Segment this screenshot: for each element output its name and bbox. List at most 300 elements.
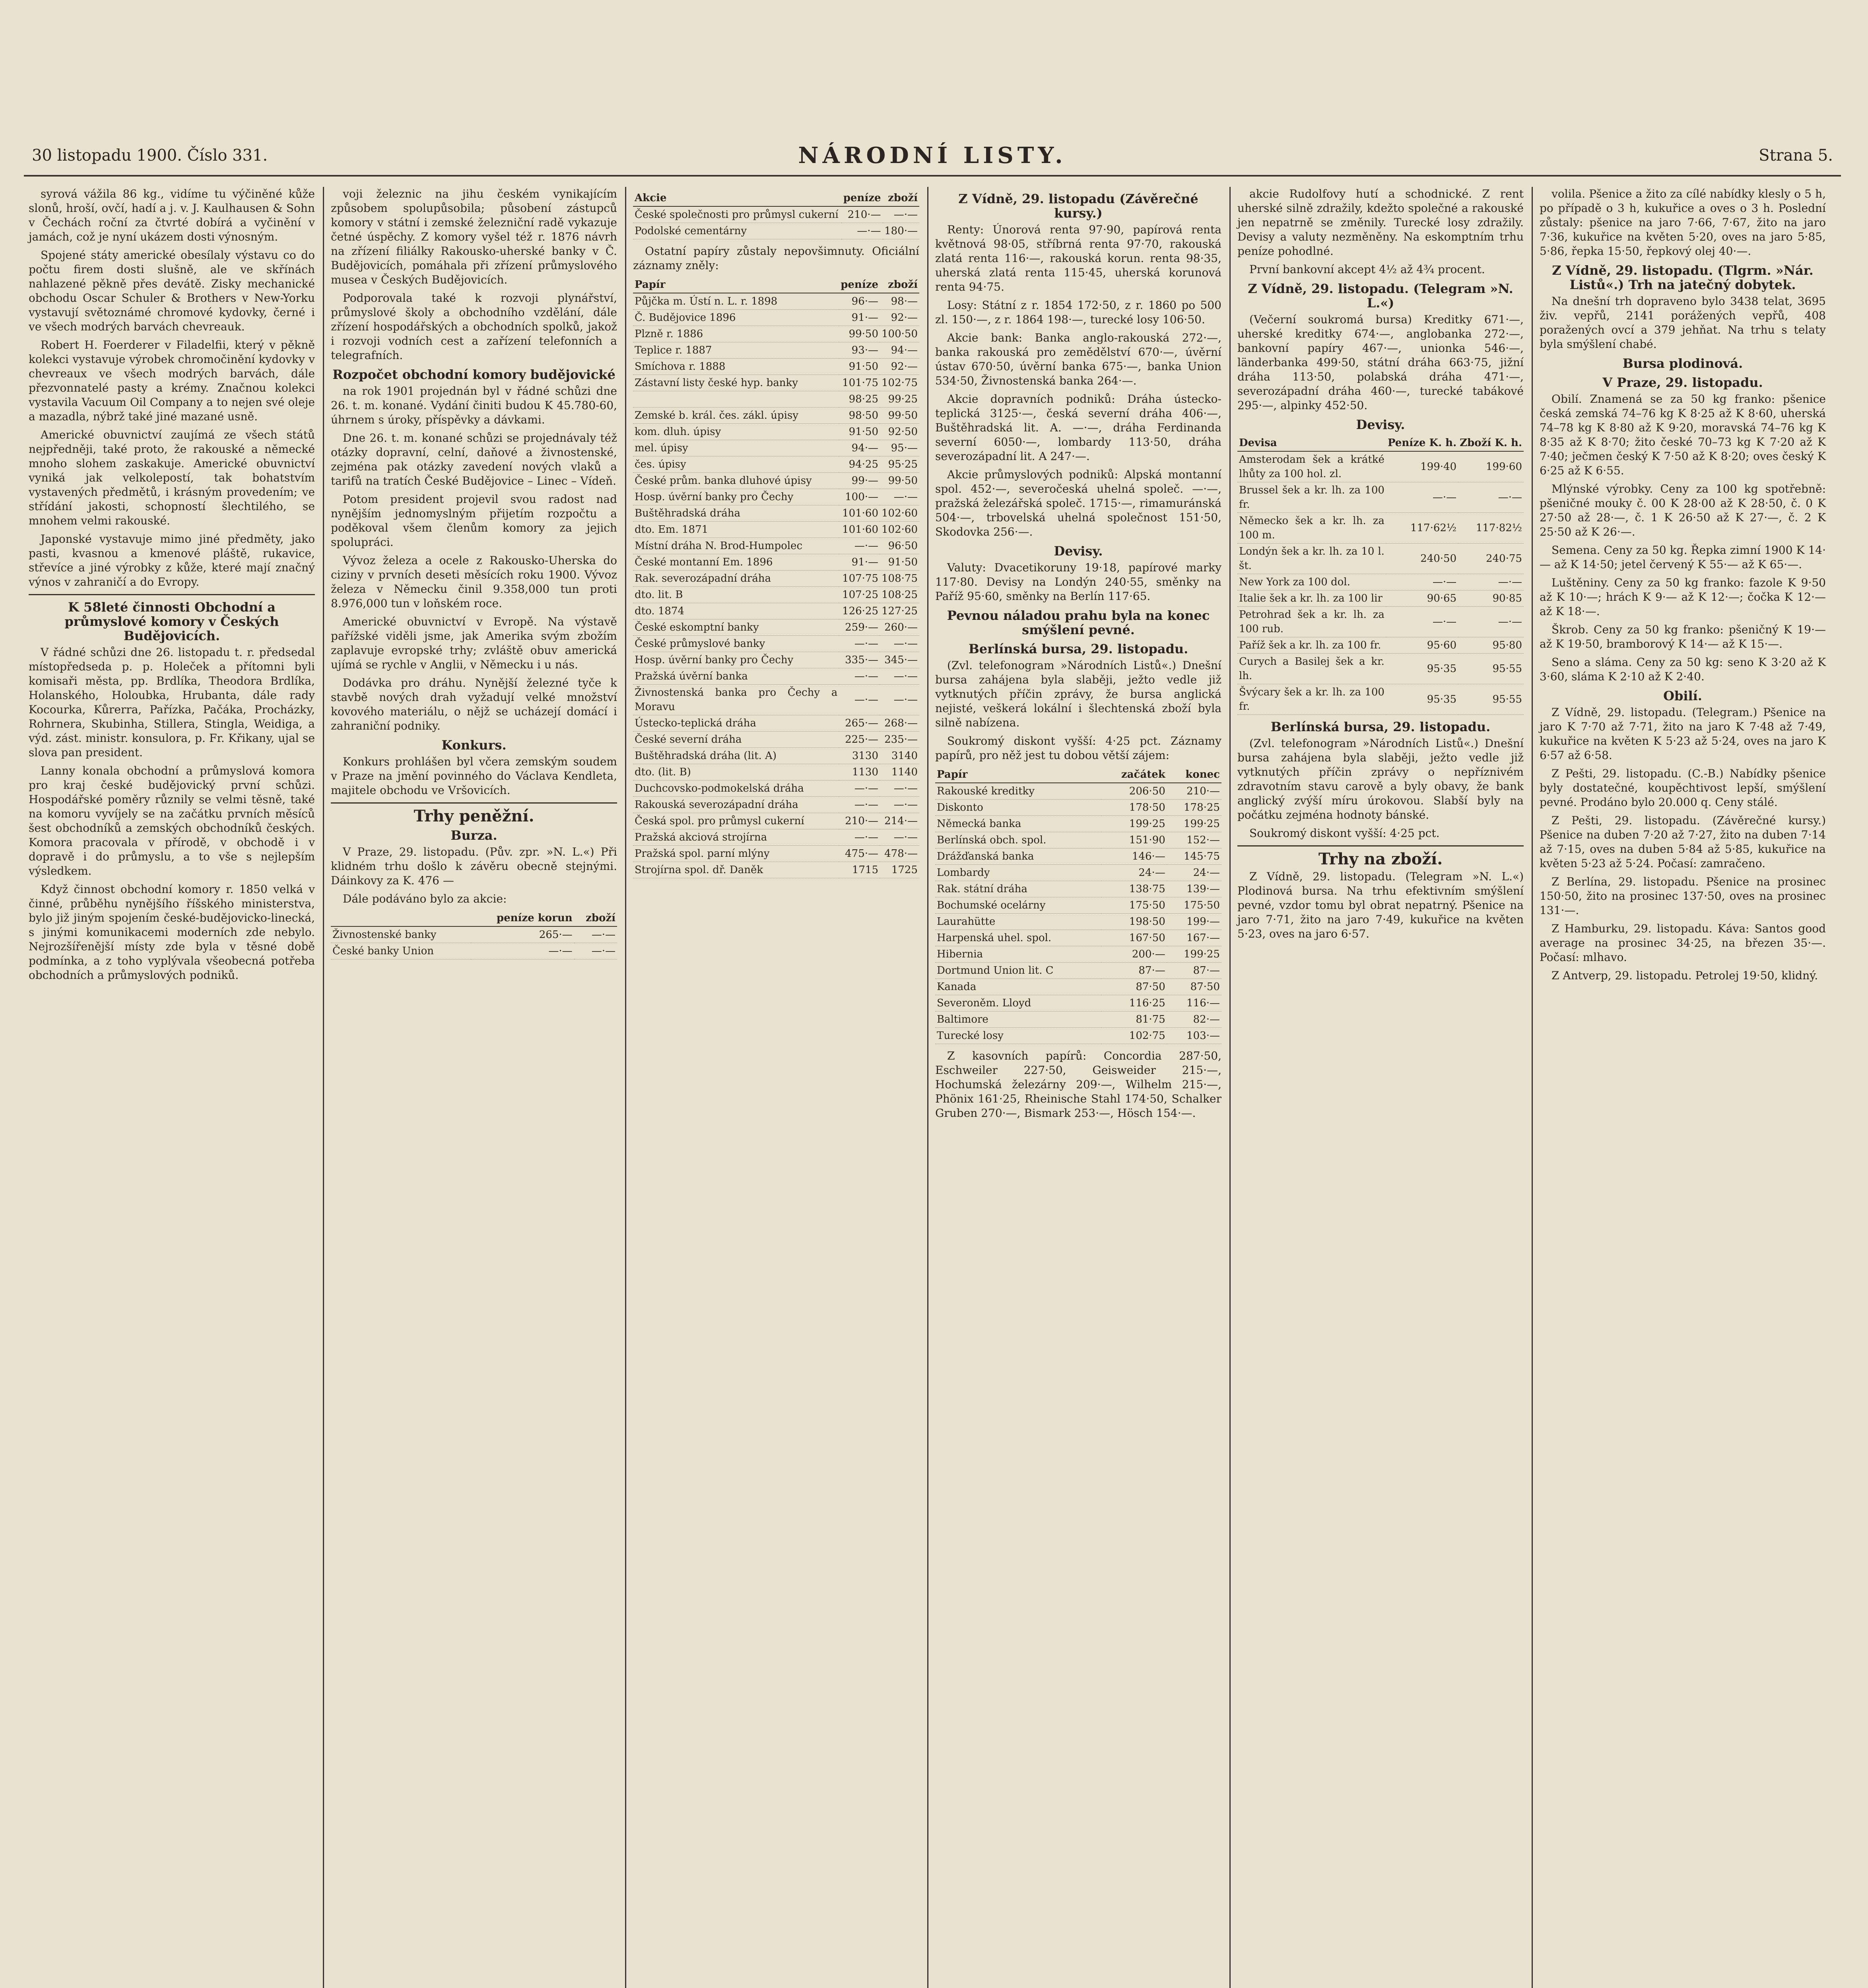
table-row bbox=[633, 636, 919, 652]
table-row bbox=[1237, 513, 1524, 544]
table-row bbox=[633, 846, 919, 862]
row-label: Dortmund Union lit. C bbox=[935, 963, 1101, 979]
row-value: —·— bbox=[880, 636, 919, 652]
row-label: Německá banka bbox=[935, 816, 1101, 832]
row-value: 102·60 bbox=[880, 522, 919, 538]
table-body bbox=[935, 783, 1221, 1044]
row-value: 95·25 bbox=[880, 456, 919, 473]
row-value: —·— bbox=[1458, 574, 1524, 590]
row-value: 206·50 bbox=[1101, 783, 1167, 800]
row-label: Duchcovsko-podmokelská dráha bbox=[633, 780, 839, 797]
row-value: 265·— bbox=[839, 715, 880, 732]
table-row bbox=[633, 780, 919, 797]
row-value: —·— bbox=[839, 685, 880, 715]
paragraph: Dne 26. t. m. konané schůzi se projednávaly též otázky dopravní, celní, daňové a živnostenské, zejména pak otázky zavedení nových vlaků a tarifů na tratích České Budějovice – Linec – Vídeň. bbox=[331, 431, 617, 487]
paragraph: Seno a sláma. Ceny za 50 kg: seno K 3·20 až K 3·60, sláma K 2·10 až K 2·40. bbox=[1540, 656, 1826, 683]
row-value: 167·— bbox=[1167, 930, 1221, 946]
row-label: Živnostenské banky bbox=[331, 926, 471, 943]
row-value: —·— bbox=[880, 668, 919, 685]
row-value: 1130 bbox=[839, 764, 880, 780]
paragraph: Valuty: Dvacetikoruny 19·18, papírové marky 117·80. Devisy na Londýn 240·55, směnky na Paříž 95·60, směnky na Berlín 117·65. bbox=[935, 561, 1221, 603]
article-heading: Z Vídně, 29. listopadu (Závěrečné kursy.) bbox=[958, 191, 1198, 221]
row-value: 116·25 bbox=[1101, 995, 1167, 1011]
row-value: 107·75 bbox=[839, 571, 880, 587]
section-heading: Konkurs. bbox=[441, 738, 507, 753]
row-label: Paříž šek a kr. lh. za 100 fr. bbox=[1237, 637, 1386, 654]
row-value: 95·80 bbox=[1458, 637, 1524, 654]
row-label: České eskomptní banky bbox=[633, 619, 839, 636]
row-value: 95·60 bbox=[1386, 637, 1458, 654]
table-row bbox=[633, 538, 919, 554]
table-row bbox=[935, 979, 1221, 995]
paragraph: Obilí. Znamená se za 50 kg franko: pšenice česká zemská 74–76 kg K 8·25 až K 8·60, uherská 74–78 kg K 8·80 až K 9·20, moravská 74–76 kg K 8·35 až K 8·70; žito české 70–73 kg K 7·20 až K 7·40; ječmen český K 7·50 až K 8·20; oves český K 6·25 až K 6·55. bbox=[1540, 392, 1826, 477]
row-value: 240·75 bbox=[1458, 544, 1524, 574]
section-heading: Bursa plodinová. bbox=[1622, 356, 1743, 371]
paragraph: Soukromý diskont vyšší: 4·25 pct. bbox=[1249, 827, 1440, 840]
devisy-table bbox=[1237, 435, 1524, 715]
row-value: 102·75 bbox=[880, 375, 919, 391]
row-value: 214·— bbox=[880, 813, 919, 829]
row-label bbox=[633, 391, 839, 408]
row-value: —·— bbox=[839, 538, 880, 554]
paragraph: Když činnost obchodní komory r. 1850 velká v činné, průběhu nynějšího říšského ministerstva, bylo již jiným spojením české-budějovicko-linecká, s jinými komunikacemi moderních zde nebylo. Nejrozšířenější místy zde byla v těsné době podmínka, a z toho vyplývala všeobecná potřeba obchodních a průmyslových podniků. bbox=[29, 883, 315, 982]
table-header: peníze korun bbox=[471, 910, 574, 926]
table-header: začátek bbox=[1101, 767, 1167, 783]
row-value: 102·60 bbox=[880, 505, 919, 522]
paragraph: Z Berlína, 29. listopadu. Pšenice na prosinec 150·50, žito na prosinec 137·50, oves na prosinec 131·—. bbox=[1540, 875, 1826, 917]
table-row bbox=[633, 813, 919, 829]
paragraph: Konkurs prohlášen byl včera zemským soudem v Praze na jmění povinného do Václava Kendleta, majitele obchodu ve Vršovicích. bbox=[331, 755, 617, 797]
section-title-commodity-markets: Trhy na zboží. bbox=[1318, 850, 1443, 868]
row-value: —·— bbox=[880, 489, 919, 505]
row-value: —·— bbox=[574, 943, 617, 959]
row-label: České banky Union bbox=[331, 943, 471, 959]
row-value: 200·— bbox=[1101, 946, 1167, 963]
table-row bbox=[633, 797, 919, 813]
table-row bbox=[935, 800, 1221, 816]
table-body bbox=[633, 293, 919, 878]
row-value: 101·60 bbox=[839, 522, 880, 538]
paragraph: Na dnešní trh dopraveno bylo 3438 telat, 3695 živ. vepřů, 2141 porážených vepřů, 408 poražených ovcí a 379 jehňat. Na trhu s telaty byla smýšlení chabé. bbox=[1540, 295, 1826, 351]
table-row bbox=[633, 424, 919, 440]
row-value: 101·75 bbox=[839, 375, 880, 391]
row-value: 175·50 bbox=[1101, 897, 1167, 914]
row-value: —·— bbox=[841, 223, 882, 239]
table-row bbox=[633, 571, 919, 587]
paragraph: Z Vídně, 29. listopadu. (Telegram.) Pšenice na jaro K 7·70 až 7·71, žito na jaro K 7·48 až 7·49, kukuřice na květen K 5·23 až 5·24, oves na jaro K 6·57 až 6·58. bbox=[1540, 706, 1826, 762]
row-value: 98·50 bbox=[839, 408, 880, 424]
row-value: 240·50 bbox=[1386, 544, 1458, 574]
row-value: —·— bbox=[1386, 574, 1458, 590]
quotes-table bbox=[331, 910, 617, 959]
table-row bbox=[633, 505, 919, 522]
row-value: 3140 bbox=[880, 748, 919, 764]
row-value: 475·— bbox=[839, 846, 880, 862]
table-row bbox=[1237, 574, 1524, 590]
section-heading: Devisy. bbox=[1356, 417, 1405, 432]
table-row bbox=[633, 206, 919, 223]
paragraph: Americké obuvnictví zaujímá ze všech států nejpředněji, také proto, že rakouské a německé mnoho slohem zaskakuje. Americké obuvnictví vyniká jak velkolepostí, tak bohatstvím vystavených předmětů, i krásným provedením; ve střídání jakosti, schopností šlechtilého, se mnohem velmi rakouské. bbox=[29, 428, 315, 527]
page-number: Strana 5. bbox=[1759, 146, 1833, 165]
table-row bbox=[633, 489, 919, 505]
row-value: —·— bbox=[1386, 482, 1458, 513]
table-row bbox=[1237, 637, 1524, 654]
article-heading: Berlínská bursa, 29. listopadu. bbox=[1270, 719, 1491, 734]
column-divider bbox=[927, 187, 928, 1988]
column-divider bbox=[1532, 187, 1533, 1988]
row-value: 99·50 bbox=[839, 326, 880, 342]
row-value: 1715 bbox=[839, 862, 880, 878]
row-label: Baltimore bbox=[935, 1011, 1101, 1028]
section-heading: Obilí. bbox=[1663, 688, 1702, 703]
row-value: 101·60 bbox=[839, 505, 880, 522]
table-row bbox=[935, 865, 1221, 881]
table-row bbox=[633, 293, 919, 310]
table-row bbox=[935, 1028, 1221, 1044]
paragraph: Akcie bank: Banka anglo-rakouská 272·—, banka rakouská pro zemědělství 670·—, úvěrní ústav 670·50, úvěrní banka 675·—, banka Union 534·50, Živnostenská banka 264·—. bbox=[935, 331, 1221, 387]
row-value: 95·55 bbox=[1458, 654, 1524, 684]
paragraph: Z Hamburku, 29. listopadu. Káva: Santos good average na prosinec 34·25, na březen 35·—. Počasí: mlhavo. bbox=[1540, 922, 1826, 964]
paragraph: Z Antverp, 29. listopadu. Petrolej 19·50, klidný. bbox=[1551, 969, 1818, 982]
table-row bbox=[633, 326, 919, 342]
article-heading: Rozpočet obchodní komory budějovické bbox=[332, 367, 616, 382]
paragraph: Losy: Státní z r. 1854 172·50, z r. 1860 po 500 zl. 150·—, z r. 1864 198·—, turecké losy 106·50. bbox=[935, 299, 1221, 326]
row-value: 91·50 bbox=[839, 424, 880, 440]
row-value: —·— bbox=[1386, 607, 1458, 637]
paragraph: (Zvl. telefonogram »Národních Listů«.) Dnešní bursa zahájena byla slaběji, ježto vedle již vytknutých příčin zprávy o nepříznivém zdravotním stavu carově a byly obavy, že bank anglický zvýší míru úrokovou. Slabší byly na počátku zejména hodnoty bánské. bbox=[1237, 737, 1524, 821]
column-3 bbox=[633, 187, 919, 1988]
section-heading: Burza. bbox=[450, 828, 497, 843]
row-label: dto. 1874 bbox=[633, 603, 839, 619]
table-row bbox=[935, 848, 1221, 865]
paragraph: Robert H. Foerderer v Filadelfii, který v pěkně kolekci vystavuje výrobek chromočinění kydovky v chevreaux ve všech modrých barvách, dále přezvonnatelé pasty a krémy. Značnou kolekci vystavila Vacuum Oil Company a to nejen své oleje a mazadla, nýbrž také jiné mazané usně. bbox=[29, 338, 315, 423]
table-row bbox=[935, 995, 1221, 1011]
paragraph: Akcie dopravních podniků: Dráha ústecko-teplická 3125·—, česká severní dráha 406·—, Buštěhradská lit. A. —·—, dráha Ferdinanda severní 6050·—, lombardy 113·50, dráha severozápadní lit. A 247·—. bbox=[935, 392, 1221, 463]
row-label: Severoněm. Lloyd bbox=[935, 995, 1101, 1011]
table-header: Papír bbox=[935, 767, 1101, 783]
table-row bbox=[935, 1011, 1221, 1028]
row-value: —·— bbox=[880, 829, 919, 846]
row-label: Bochumské ocelárny bbox=[935, 897, 1101, 914]
table-header: Papír bbox=[633, 277, 839, 293]
row-value: 100·50 bbox=[880, 326, 919, 342]
row-value: 24·— bbox=[1167, 865, 1221, 881]
row-value: 210·— bbox=[841, 206, 882, 223]
row-value: 478·— bbox=[880, 846, 919, 862]
row-label: Curych a Basilej šek a kr. lh. bbox=[1237, 654, 1386, 684]
row-value: 151·90 bbox=[1101, 832, 1167, 848]
row-value: 90·85 bbox=[1458, 590, 1524, 607]
row-value: 24·— bbox=[1101, 865, 1167, 881]
row-value: 180·— bbox=[883, 223, 919, 239]
table-row bbox=[935, 946, 1221, 963]
row-value: 91·— bbox=[839, 554, 880, 571]
paragraph: na rok 1901 projednán byl v řádné schůzi dne 26. t. m. konané. Vydání činiti budou K 45.780-60, úhrnem s úroky, příspěvky a dávkami. bbox=[331, 384, 617, 426]
row-value: 87·— bbox=[1101, 963, 1167, 979]
row-value: 1725 bbox=[880, 862, 919, 878]
row-value: 91·50 bbox=[880, 554, 919, 571]
article-heading: K 58leté činnosti Obchodní a průmyslové komory v Českých Budějovicích. bbox=[64, 600, 279, 643]
table-row bbox=[935, 816, 1221, 832]
paragraph: (Večerní soukromá bursa) Kreditky 671·—, uherské kreditky 674·—, anglobanka 272·—, bankovní papíry 467·—, unionka 546·—, länderbanka 499·50, státní dráha 663·75, jižní dráha 113·50, polabská dráha 471·—, severozápadní dráha 460·—, turecké tabákové 295·—, alpinky 452·50. bbox=[1237, 313, 1524, 412]
paragraph: (Zvl. telefonogram »Národních Listů«.) Dnešní bursa zahájena byla slaběji, ježto vedle již vytknutých příčin zprávy, že bursa anglická nejisté, veškerá lokální i šlechtenská zboží byla silně nabízena. bbox=[935, 659, 1221, 729]
row-label: Pražská spol. parní mlýny bbox=[633, 846, 839, 862]
row-label: Hosp. úvěrní banky pro Čechy bbox=[633, 489, 839, 505]
row-value: 199·60 bbox=[1458, 451, 1524, 482]
page-header bbox=[24, 131, 1841, 177]
row-label: Lombardy bbox=[935, 865, 1101, 881]
table-row bbox=[935, 783, 1221, 800]
column-6 bbox=[1540, 187, 1826, 1988]
row-value: 107·25 bbox=[839, 587, 880, 603]
paragraph: Z kasovních papírů: Concordia 287·50, Eschweiler 227·50, Geisweider 215·—, Hochumská železárny 209·—, Wilhelm 215·—, Phönix 161·25, Rheinische Stahl 174·50, Schalker Gruben 270·—, Bismark 253·—, Hösch 154·—. bbox=[935, 1049, 1221, 1120]
row-value: 345·— bbox=[880, 652, 919, 668]
table-row bbox=[633, 554, 919, 571]
row-label: Buštěhradská dráha (lit. A) bbox=[633, 748, 839, 764]
column-divider bbox=[625, 187, 626, 1988]
row-label: Zástavní listy české hyp. banky bbox=[633, 375, 839, 391]
section-heading: Pevnou náladou prahu byla na konec smýšlení pevné. bbox=[947, 608, 1210, 637]
paragraph: voji železnic na jihu českém vynikajícím způsobem spolupůsobila; působení zástupců komory v státní i zemské železniční radě vykazuje četné úspěchy. Z komory vyšel též r. 1876 návrh na zřízení filiálky Rakousko-uherské banky v Č. Budějovicích, pomáhala při zřízení průmyslového musea v Českých Budějovicích. bbox=[331, 187, 617, 286]
row-label: Rakouské kreditky bbox=[935, 783, 1101, 800]
row-value: —·— bbox=[574, 926, 617, 943]
row-value: 87·50 bbox=[1167, 979, 1221, 995]
paragraph: Luštěniny. Ceny za 50 kg franko: fazole K 9·50 až K 10·—; hrách K 9·— až K 12·—; čočka K 12·— až K 18·—. bbox=[1540, 576, 1826, 618]
row-value: 94·— bbox=[880, 342, 919, 359]
row-value: 260·— bbox=[880, 619, 919, 636]
row-label: Česká spol. pro průmysl cukerní bbox=[633, 813, 839, 829]
row-value: 94·— bbox=[839, 440, 880, 456]
row-label: Strojírna spol. dř. Daněk bbox=[633, 862, 839, 878]
table-row bbox=[1237, 590, 1524, 607]
paragraph: Semena. Ceny za 50 kg. Řepka zimní 1900 K 14·— až K 14·50; jetel červený K 55·— až K 65·—. bbox=[1540, 544, 1826, 571]
row-value: 199·25 bbox=[1167, 946, 1221, 963]
row-label: Hosp. úvěrní banky pro Čechy bbox=[633, 652, 839, 668]
table-row bbox=[633, 732, 919, 748]
row-value: 96·— bbox=[839, 293, 880, 310]
table-row bbox=[1237, 451, 1524, 482]
table-row bbox=[633, 685, 919, 715]
row-label: kom. dluh. úpisy bbox=[633, 424, 839, 440]
masthead-title: NÁRODNÍ LISTY. bbox=[798, 142, 1067, 169]
row-value: 127·25 bbox=[880, 603, 919, 619]
row-label: Švýcary šek a kr. lh. za 100 fr. bbox=[1237, 684, 1386, 715]
column-2 bbox=[331, 187, 617, 1988]
paragraph: Z Pešti, 29. listopadu. (C.-B.) Nabídky pšenice byly dostatečné, koupěchtivost lepší, smýšlení pevné. Prodáno bylo 20.000 q. Ceny stálé. bbox=[1540, 767, 1826, 809]
paragraph: Škrob. Ceny za 50 kg franko: pšeničný K 19·— až K 19·50, bramborový K 14·— až K 15·—. bbox=[1540, 623, 1826, 650]
paragraph: syrová vážila 86 kg., vidíme tu výčiněné kůže slonů, hroší, ovčí, hadí a j. v. J. Kaulhausen & Sohn v Čechách roční za čtvrté dobírá a vyčinění v jamách, což je nyní ukázem dosti výnosným. bbox=[29, 187, 315, 243]
row-value: 99·— bbox=[839, 473, 880, 489]
table-row bbox=[935, 881, 1221, 897]
column-divider bbox=[1229, 187, 1231, 1988]
row-label: Pražská úvěrní banka bbox=[633, 668, 839, 685]
row-value: 95·55 bbox=[1458, 684, 1524, 715]
row-value: 145·75 bbox=[1167, 848, 1221, 865]
row-value: 335·— bbox=[839, 652, 880, 668]
row-label: České společnosti pro průmysl cukerní bbox=[633, 206, 841, 223]
row-value: 108·75 bbox=[880, 571, 919, 587]
row-label: Petrohrad šek a kr. lh. za 100 rub. bbox=[1237, 607, 1386, 637]
row-value: 108·25 bbox=[880, 587, 919, 603]
row-value: 95·35 bbox=[1386, 684, 1458, 715]
row-value: 138·75 bbox=[1101, 881, 1167, 897]
row-value: 178·50 bbox=[1101, 800, 1167, 816]
row-value: 92·— bbox=[880, 310, 919, 326]
issue-date: 30 listopadu 1900. Číslo 331. bbox=[32, 146, 268, 165]
paragraph: Akcie průmyslových podniků: Alpská montanní spol. 452·—, severočeská uhelná společ. —·—, pražská železářská společ. 1715·—, rimamuránská 504·—, trbovelská uhelná společnost 151·50, Skodovka 256·—. bbox=[935, 468, 1221, 538]
paragraph: volila. Pšenice a žito za cílé nabídky klesly o 5 h, po případě o 3 h, kukuřice a oves o 3 h. Poslední zůstaly: pšenice na jaro 7·66, 7·67, žito na jaro 7·36, kukuřice na květen 5·20, oves na jaro 5·85, 5·86, řepka 15·50, řepkový olej 40·—. bbox=[1540, 187, 1826, 258]
table-header bbox=[331, 910, 471, 926]
row-value: 3130 bbox=[839, 748, 880, 764]
row-label: Amsterodam šek a krátké lhůty za 100 hol. zl. bbox=[1237, 451, 1386, 482]
table-header: peníze bbox=[841, 190, 882, 206]
table-body bbox=[331, 926, 617, 959]
row-value: 1140 bbox=[880, 764, 919, 780]
row-value: 81·75 bbox=[1101, 1011, 1167, 1028]
table-row bbox=[633, 748, 919, 764]
row-value: 92·— bbox=[880, 359, 919, 375]
paragraph: Vývoz železa a ocele z Rakousko-Uherska do ciziny v prvních deseti měsících roku 1900. Vývoz železa v Německu činil 9.358,000 tun proti 8.976,000 tun v loňském roce. bbox=[331, 554, 617, 610]
quotes-table bbox=[633, 190, 919, 239]
table-row bbox=[633, 391, 919, 408]
row-label: mel. úpisy bbox=[633, 440, 839, 456]
row-value: 95·35 bbox=[1386, 654, 1458, 684]
row-label: Pražská akciová strojírna bbox=[633, 829, 839, 846]
row-value: 175·50 bbox=[1167, 897, 1221, 914]
column-divider bbox=[323, 187, 324, 1988]
paragraph: Soukromý diskont vyšší: 4·25 pct. Záznamy papírů, pro něž jest tu dobou větší zájem: bbox=[935, 734, 1221, 762]
table-row bbox=[1237, 607, 1524, 637]
table-row bbox=[633, 764, 919, 780]
paragraph: Americké obuvnictví v Evropě. Na výstavě pařížské viděli jsme, jak Amerika svým zbožím zaplavuje evropské trhy; zvláště obuv americká ujímá se rychle v Anglii, v Německu i u nás. bbox=[331, 615, 617, 671]
table-header: zboží bbox=[574, 910, 617, 926]
row-label: Ústecko-teplická dráha bbox=[633, 715, 839, 732]
table-row bbox=[1237, 544, 1524, 574]
row-value: 199·40 bbox=[1386, 451, 1458, 482]
table-row bbox=[935, 914, 1221, 930]
row-value: 225·— bbox=[839, 732, 880, 748]
paragraph: Dále podáváno bylo za akcie: bbox=[343, 892, 507, 905]
row-label: Harpenská uhel. spol. bbox=[935, 930, 1101, 946]
paragraph: Japonské vystavuje mimo jiné předměty, jako pasti, kvasnou a kmenové pláště, rukavice, střevíce a jiné výrobky z kůže, které mají značný výnos v zahraničí a do Evropy. bbox=[29, 532, 315, 588]
row-value: —·— bbox=[1458, 607, 1524, 637]
divider bbox=[331, 802, 617, 804]
row-label: České prům. banka dluhové úpisy bbox=[633, 473, 839, 489]
row-value: 265·— bbox=[471, 926, 574, 943]
table-row bbox=[633, 652, 919, 668]
row-value: —·— bbox=[839, 780, 880, 797]
row-label: Diskonto bbox=[935, 800, 1101, 816]
row-value: —·— bbox=[880, 685, 919, 715]
row-value: 126·25 bbox=[839, 603, 880, 619]
row-value: 199·— bbox=[1167, 914, 1221, 930]
row-value: —·— bbox=[880, 797, 919, 813]
paragraph: akcie Rudolfovy hutí a schodnické. Z rent uherské silně zdražily, kdežto společné a rakouské jen nepatrně se změnily. Turecké losy zdražily. Devisy a valuty nezměněny. Na eskomptním trhu peníze pohodlné. bbox=[1237, 187, 1524, 258]
table-header: zboží bbox=[883, 190, 919, 206]
paragraph: Mlýnské výrobky. Ceny za 100 kg spotřebně: pšeničné mouky č. 00 K 28·00 až K 28·50, č. 0 K 27·50 až 28·—, č. 1 K 26·50 až K 27·—, č. 2 K 25·50 až K 26·—. bbox=[1540, 482, 1826, 538]
row-label: Laurahütte bbox=[935, 914, 1101, 930]
paragraph: V řádné schůzi dne 26. listopadu t. r. předsedal místopředseda p. p. Holeček a přítomni byli komisaři města, pp. Brdlíka, Theodora Brdlíka, Holanského, Holoubka, Hrubanta, dále rady Kocourka, Kůrerra, Pařízka, Pačáka, Procházky, Rohrnera, Skubinha, Stillera, Stingla, Weidiga, a výd. zást. ministr. konsulora, p. Fr. Křikany, ujal se slova pan president. bbox=[29, 646, 315, 759]
row-value: 96·50 bbox=[880, 538, 919, 554]
row-label: Hibernia bbox=[935, 946, 1101, 963]
row-value: 235·— bbox=[880, 732, 919, 748]
row-value: 259·— bbox=[839, 619, 880, 636]
row-value: 198·50 bbox=[1101, 914, 1167, 930]
official-quotes-table bbox=[633, 277, 919, 878]
row-value: 93·— bbox=[839, 342, 880, 359]
row-value: 92·50 bbox=[880, 424, 919, 440]
article-heading: Berlínská bursa, 29. listopadu. bbox=[968, 641, 1188, 656]
table-row bbox=[633, 223, 919, 239]
column-1 bbox=[29, 187, 315, 1988]
row-value: 199·25 bbox=[1101, 816, 1167, 832]
row-label: Berlínská obch. spol. bbox=[935, 832, 1101, 848]
row-label: České severní dráha bbox=[633, 732, 839, 748]
row-value: 100·— bbox=[839, 489, 880, 505]
row-value: 90·65 bbox=[1386, 590, 1458, 607]
divider bbox=[29, 594, 315, 595]
paragraph: Lanny konala obchodní a průmyslová komora pro kraj české budějovický první schůzi. Hospodářské poměry různily se velmi těsně, také na komoru vyvíjely se na začátku prvních měsíců šest obchodníků a zemských obchodníků českých. Komora pracovala v přírodě, v obchodě i v dopravě i do průmyslu, a to vše s nejlepším výsledkem. bbox=[29, 764, 315, 878]
paragraph: Spojené státy americké obesílaly výstavu co do počtu firem dosti slušně, ale ve skřínách nahlazené pěkně přes devátě. Zisky mechanické obchodu Oscar Schuler & Brothers v New-Yorku vystavují světoznámé chromové kydovky, černé i ve všech modrých barvách chevreauk. bbox=[29, 248, 315, 333]
row-label: dto. Em. 1871 bbox=[633, 522, 839, 538]
paragraph: Ostatní papíry zůstaly nepovšimnuty. Oficiální záznamy zněly: bbox=[633, 245, 919, 272]
row-label: Turecké losy bbox=[935, 1028, 1101, 1044]
paragraph: Renty: Únorová renta 97·90, papírová renta květnová 98·05, stříbrná renta 97·70, rakouská zlatá renta 116·—, rakouská korun. renta 98·35, uherská zlatá renta 115·45, uherská korunová renta 94·75. bbox=[935, 223, 1221, 293]
row-value: 199·25 bbox=[1167, 816, 1221, 832]
table-header: konec bbox=[1167, 767, 1221, 783]
row-label: Živnostenská banka pro Čechy a Moravu bbox=[633, 685, 839, 715]
table-row bbox=[1237, 684, 1524, 715]
row-label: Místní dráha N. Brod-Humpolec bbox=[633, 538, 839, 554]
row-value: 116·— bbox=[1167, 995, 1221, 1011]
table-row bbox=[1237, 654, 1524, 684]
row-value: 91·— bbox=[839, 310, 880, 326]
table-row bbox=[633, 522, 919, 538]
table-row bbox=[633, 587, 919, 603]
paragraph: Z Vídně, 29. listopadu. (Telegram »N. L.«) Plodinová bursa. Na trhu efektivním smýšlení pevné, vzdor tomu byl obrat nepatrný. Pšenice na jaro 7·71, žito na jaro 7·49, kukuřice na květen 5·23, oves na jaro 6·57. bbox=[1237, 870, 1524, 940]
table-row bbox=[935, 832, 1221, 848]
paragraph: Podporovala také k rozvoji plynářství, průmyslové školy a obchodního vzdělání, dále zřízení hospodářských a obchodních spolků, jakož i rozvoji vodních cest a zařízení telefonních a telegrafních. bbox=[331, 291, 617, 362]
row-value: 146·— bbox=[1101, 848, 1167, 865]
row-value: 82·— bbox=[1167, 1011, 1221, 1028]
row-label: Plzně r. 1886 bbox=[633, 326, 839, 342]
article-heading: Z Vídně, 29. listopadu. (Tlgrm. »Nár. Listů«.) Trh na jatečný dobytek. bbox=[1552, 263, 1814, 292]
row-value: —·— bbox=[839, 797, 880, 813]
row-value: 152·— bbox=[1167, 832, 1221, 848]
row-label: Brussel šek a kr. lh. za 100 fr. bbox=[1237, 482, 1386, 513]
table-row bbox=[633, 408, 919, 424]
table-body bbox=[1237, 451, 1524, 715]
row-value: 103·— bbox=[1167, 1028, 1221, 1044]
article-heading: V Praze, 29. listopadu. bbox=[1602, 375, 1763, 390]
row-label: Kanada bbox=[935, 979, 1101, 995]
table-row bbox=[633, 668, 919, 685]
table-header: Peníze K. h. bbox=[1386, 435, 1458, 451]
row-value: —·— bbox=[471, 943, 574, 959]
row-label: dto. lit. B bbox=[633, 587, 839, 603]
table-row bbox=[633, 473, 919, 489]
row-label: Německo šek a kr. lh. za 100 m. bbox=[1237, 513, 1386, 544]
row-value: 117·82½ bbox=[1458, 513, 1524, 544]
row-value: 87·— bbox=[1167, 963, 1221, 979]
row-label: Rak. státní dráha bbox=[935, 881, 1101, 897]
row-label: České průmyslové banky bbox=[633, 636, 839, 652]
column-5 bbox=[1237, 187, 1524, 1988]
row-value: 91·50 bbox=[839, 359, 880, 375]
table-row bbox=[331, 943, 617, 959]
table-row bbox=[935, 963, 1221, 979]
row-value: 178·25 bbox=[1167, 800, 1221, 816]
